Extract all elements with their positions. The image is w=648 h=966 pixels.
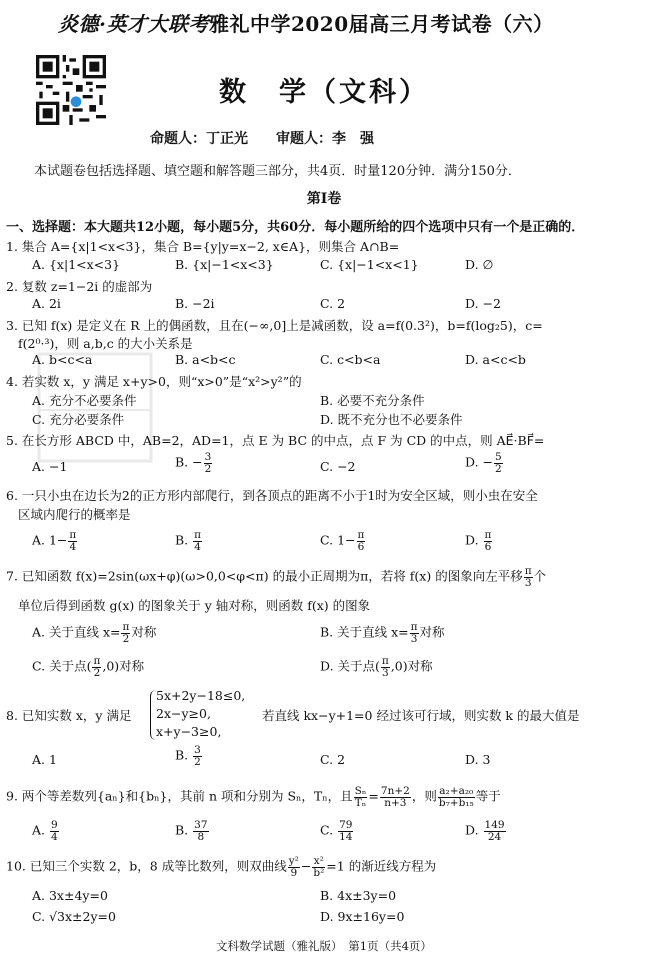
q10-option-d: D. 9x±16y=0: [320, 909, 405, 924]
q3-option-b: B. a<b<c: [175, 352, 236, 367]
q9-option-a: A. $\frac{9}{4}$: [32, 819, 58, 843]
q7-option-c: C. 关于点( $\frac{\pi}{2}$ ,0)对称: [32, 655, 145, 679]
q9-option-d: D. $\frac{149}{24}$: [465, 819, 505, 843]
q7-option-b: B. 关于直线 x= $\frac{\pi}{3}$ 对称: [320, 621, 445, 645]
q5-option-b: B. − $\frac{3}{2}$: [175, 451, 212, 475]
constraint-3: x+y−3≥0,: [156, 724, 222, 739]
q9-option-c: C. $\frac{79}{14}$: [320, 819, 353, 843]
question-5: 5. 在长方形 ABCD 中，AB=2，AD=1，点 E 为 BC 的中点，点 F 为 CD 的中点，则 AE⃗·BF⃗=: [6, 433, 545, 448]
q8-option-b: B. $\frac{3}{2}$: [175, 744, 201, 768]
q8-option-d: D. 3: [465, 752, 491, 767]
q3-option-a: A. b<c<a: [32, 352, 93, 367]
q5-option-d: D. − $\frac{5}{2}$: [465, 451, 502, 475]
exam-intro: 本试题卷包括选择题、填空题和解答题三部分，共4页．时量120分钟．满分150分．: [34, 164, 521, 179]
section-heading: 一、选择题：本大题共12小题，每小题5分，共60分．每小题所给的四个选项中只有一个是正确的．: [6, 220, 585, 235]
q6-option-d: D. $\frac{\pi}{6}$: [465, 529, 492, 553]
question-7: 7. 已知函数 f(x)=2sin(ωx+φ)(ω>0,0<φ<π) 的最小正周期为π，若将 f(x) 的图象向左平移 $\frac{\pi}{3}$ 个: [6, 565, 547, 589]
question-9: 9. 两个等差数列{aₙ}和{bₙ}，其前 n 项和分别为 Sₙ，Tₙ，且 $\frac{\text{Sₙ}}{\text{Tₙ}}$ = $\frac{7n+2}{n+3}$ ，则 $\frac{\text{a₂+a₂₀}}{\text{b₇+b₁₅}}$ 等于: [6, 785, 501, 809]
reviewer: 审题人：李 强: [276, 131, 374, 147]
q2-option-d: D. −2: [465, 296, 501, 311]
q8-option-c: C. 2: [320, 752, 346, 767]
q4-option-b: B. 必要不充分条件: [320, 393, 425, 408]
q7-option-a: A. 关于直线 x= $\frac{\pi}{2}$ 对称: [32, 621, 157, 645]
q8-option-a: A. 1: [32, 752, 57, 767]
q3-option-d: D. a<c<b: [465, 352, 526, 367]
question-1: 1. 集合 A={x|1<x<3}，集合 B={y|y=x−2, x∈A}，则集合 A∩B=: [6, 239, 400, 254]
q6-option-a: A. 1− $\frac{\pi}{4}$: [32, 529, 77, 553]
q6-option-b: B. $\frac{\pi}{4}$: [175, 529, 202, 553]
question-10: 10. 已知三个实数 2，b，8 成等比数列，则双曲线 $\frac{\text{y²}}{9}$ − $\frac{\text{x²}}{\text{b²}}$ =1 的渐近线方程为: [6, 855, 437, 879]
q6-option-c: C. 1− $\frac{\pi}{6}$: [320, 529, 365, 553]
question-3-line2: f(2⁰·³)，则 a,b,c 的大小关系是: [18, 336, 193, 351]
q5-option-c: C. −2: [320, 459, 356, 474]
q1-option-a: A. {x|1<x<3}: [32, 257, 121, 272]
question-3: 3. 已知 f(x) 是定义在 R 上的偶函数，且在(−∞,0]上是减函数，设 a=f(0.3²)，b=f(log₂5)，c=: [6, 318, 543, 333]
question-6-line2: 区域内爬行的概率是: [18, 507, 131, 522]
q4-option-d: D. 既不充分也不必要条件: [320, 412, 463, 427]
q2-option-b: B. −2i: [175, 296, 215, 311]
q2-option-a: A. 2i: [32, 296, 61, 311]
constraint-1: 5x+2y−18≤0,: [156, 688, 246, 703]
q4-option-c: C. 充分必要条件: [32, 412, 125, 427]
question-8-tail: 若直线 kx−y+1=0 经过该可行域，则实数 k 的最大值是: [262, 708, 580, 723]
header-rest: 雅礼中学2020届高三月考试卷（六）: [208, 12, 554, 36]
q10-option-a: A. 3x±4y=0: [32, 888, 108, 903]
q1-option-b: B. {x|−1<x<3}: [175, 257, 274, 272]
q5-option-a: A. −1: [32, 459, 68, 474]
q3-option-c: C. c<b<a: [320, 352, 381, 367]
constraint-2: 2x−y≥0,: [156, 706, 211, 721]
page-footer: 文科数学试题（雅礼版） 第1页（共4页）: [216, 939, 432, 953]
fraction: $\frac{5}{2}$: [495, 451, 502, 475]
brand-name: 炎德·英才大联考: [58, 12, 209, 36]
question-7-line2: 单位后得到函数 g(x) 的图象关于 y 轴对称，则函数 f(x) 的图象: [18, 598, 371, 613]
exam-header: [58, 8, 554, 37]
question-4: 4. 若实数 x，y 满足 x+y>0，则“x>0”是“x²>y²”的: [6, 374, 302, 389]
question-2: 2. 复数 z=1−2i 的虚部为: [6, 279, 153, 294]
q7-option-d: D. 关于点( $\frac{\pi}{3}$ ,0)对称: [320, 655, 433, 679]
question-8: 8. 已知实数 x，y 满足: [6, 708, 132, 723]
q10-option-b: B. 4x±3y=0: [320, 888, 397, 903]
q9-option-b: B. $\frac{37}{8}$: [175, 819, 208, 843]
q1-option-d: D. ∅: [465, 257, 494, 272]
q1-option-c: C. {x|−1<x<1}: [320, 257, 419, 272]
q2-option-c: C. 2: [320, 296, 346, 311]
page-title: 数 学（文科）: [219, 77, 429, 108]
q4-option-a: A. 充分不必要条件: [32, 393, 137, 408]
proposer: 命题人：丁正光: [150, 131, 248, 147]
fraction: $\frac{3}{2}$: [204, 451, 212, 475]
q10-option-c: C. √3x±2y=0: [32, 909, 116, 924]
authors-line: [150, 128, 402, 148]
question-6: 6. 一只小虫在边长为2的正方形内部爬行，到各顶点的距离不小于1时为安全区域，则小虫在安全: [6, 488, 538, 503]
part-heading: 第Ⅰ卷: [306, 191, 342, 207]
